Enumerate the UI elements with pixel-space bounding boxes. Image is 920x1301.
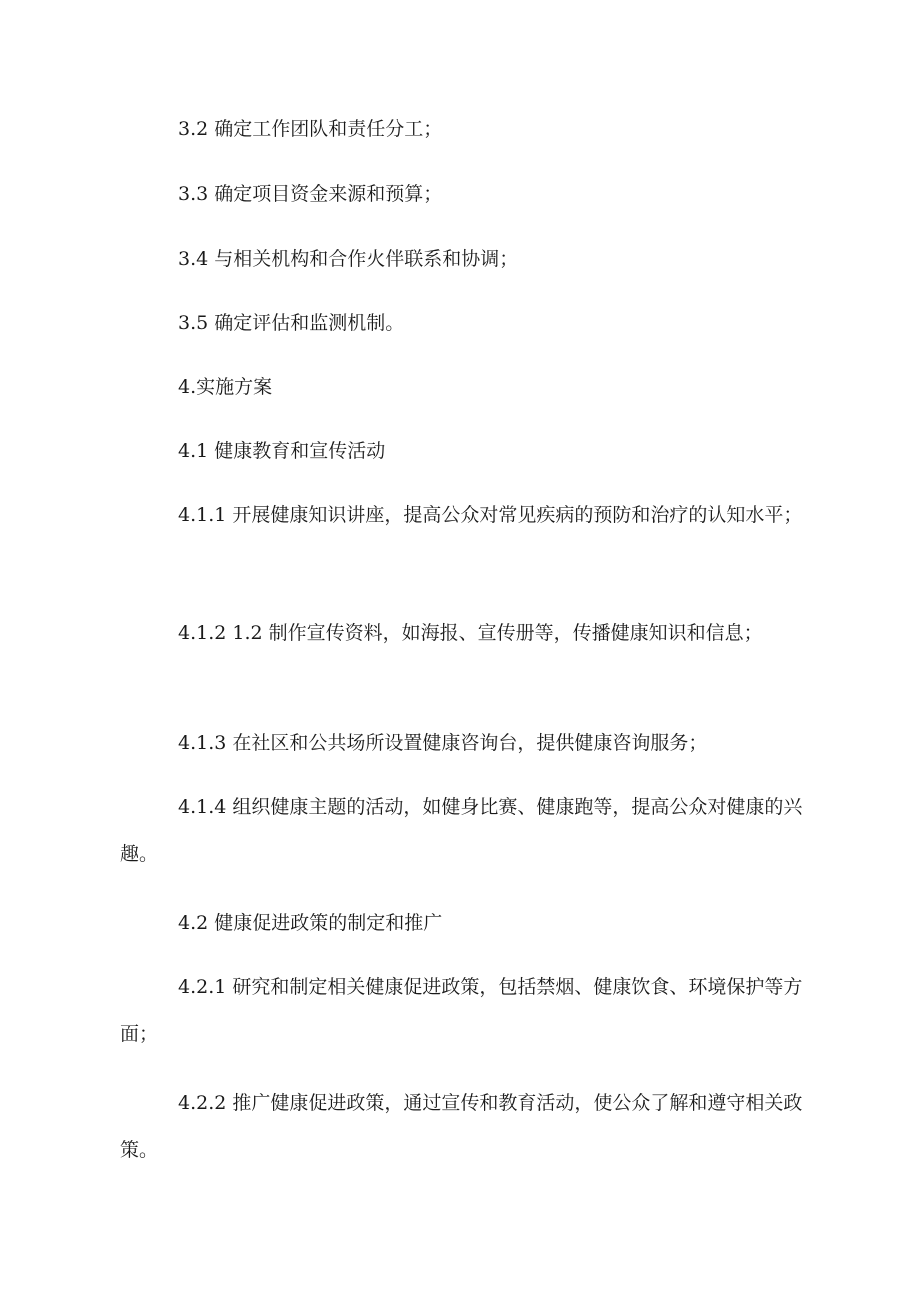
paragraph-4-1-3: 4.1.3 在社区和公共场所设置健康咨询台，提供健康咨询服务； <box>178 732 708 754</box>
paragraph-3-4: 3.4 与相关机构和合作火伴联系和协调； <box>178 248 519 270</box>
paragraph-4-1-2: 4.1.2 1.2 制作宣传资料，如海报、宣传册等，传播健康知识和信息； <box>178 622 763 644</box>
paragraph-3-2: 3.2 确定工作团队和责任分工； <box>178 118 443 140</box>
paragraph-4-1-1: 4.1.1 开展健康知识讲座，提高公众对常见疾病的预防和治疗的认知水平； <box>178 504 803 526</box>
paragraph-3-3: 3.3 确定项目资金来源和预算； <box>178 183 443 205</box>
heading-4: 4.实施方案 <box>178 376 273 398</box>
paragraph-4-2-2: 4.2.2 推广健康促进政策，通过宣传和教育活动，使公众了解和遵守相关政策。 <box>120 1092 803 1161</box>
paragraph-4-1-4: 4.1.4 组织健康主题的活动，如健身比赛、健康跑等，提高公众对健康的兴趣。 <box>120 796 803 865</box>
paragraph-4-2-1: 4.2.1 研究和制定相关健康促进政策，包括禁烟、健康饮食、环境保护等方面； <box>120 976 803 1045</box>
heading-4-1: 4.1 健康教育和宣传活动 <box>178 440 386 462</box>
paragraph-3-5: 3.5 确定评估和监测机制。 <box>178 312 405 334</box>
heading-4-2: 4.2 健康促进政策的制定和推广 <box>178 912 443 934</box>
